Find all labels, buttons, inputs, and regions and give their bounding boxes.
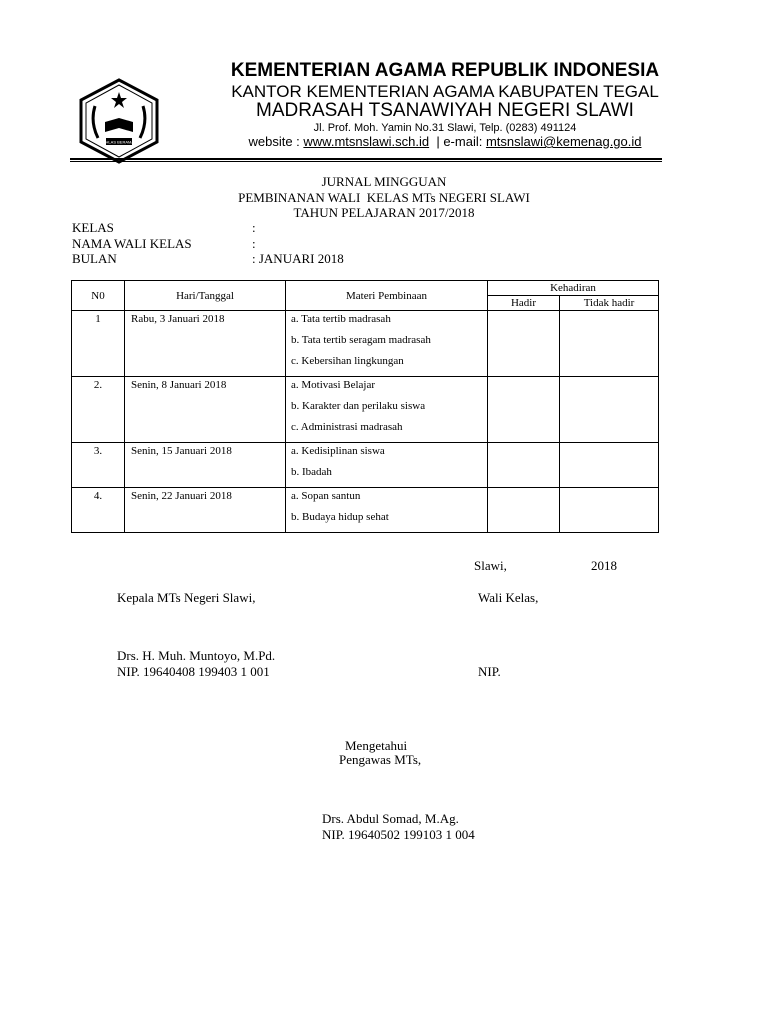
cell-present[interactable] bbox=[488, 443, 560, 488]
material-item: b. Tata tertib seragam madrasah bbox=[291, 334, 431, 346]
field-kelas-label: KELAS bbox=[72, 220, 114, 235]
table-row bbox=[72, 377, 659, 443]
material-item: a. Kedisiplinan siswa bbox=[291, 445, 385, 457]
material-item: a. Sopan santun bbox=[291, 490, 361, 502]
cell-date: Rabu, 3 Januari 2018 bbox=[125, 311, 286, 377]
letterhead-rule-thin bbox=[70, 161, 662, 162]
field-wali-value: : bbox=[252, 236, 256, 251]
academic-year: TAHUN PELAJARAN 2017/2018 bbox=[293, 205, 475, 220]
cell-absent[interactable] bbox=[560, 377, 659, 443]
cell-no: 3. bbox=[72, 443, 125, 488]
ministry-name: KEMENTERIAN AGAMA REPUBLIK INDONESIA bbox=[230, 60, 660, 81]
school-address: Jl. Prof. Moh. Yamin No.31 Slawi, Telp. (0283) 491124 bbox=[313, 122, 577, 134]
ministry-logo bbox=[78, 78, 160, 164]
school-name: MADRASAH TSANAWIYAH NEGERI SLAWI bbox=[256, 100, 634, 121]
header-present: Hadir bbox=[488, 296, 560, 311]
header-no: N0 bbox=[72, 281, 125, 311]
head-name: Drs. H. Muh. Muntoyo, M.Pd. bbox=[117, 648, 276, 663]
field-bulan-value: : JANUARI 2018 bbox=[252, 251, 344, 266]
material-item: b. Karakter dan perilaku siswa bbox=[291, 400, 426, 412]
homeroom-nip: NIP. bbox=[478, 664, 501, 679]
supervisor-nip: NIP. 19640502 199103 1 004 bbox=[322, 827, 475, 842]
header-attendance: Kehadiran bbox=[488, 281, 659, 296]
cell-absent[interactable] bbox=[560, 488, 659, 533]
school-contact bbox=[195, 134, 695, 149]
journal-subtitle: PEMBINANAN WALI KELAS MTs NEGERI SLAWI bbox=[238, 190, 530, 205]
field-wali-label: NAMA WALI KELAS bbox=[72, 236, 192, 251]
cell-absent[interactable] bbox=[560, 443, 659, 488]
cell-material bbox=[286, 488, 488, 533]
head-role: Kepala MTs Negeri Slawi, bbox=[117, 590, 256, 605]
header-material: Materi Pembinaan bbox=[286, 281, 488, 311]
cell-material bbox=[286, 311, 488, 377]
email-label: | e-mail: bbox=[429, 134, 486, 149]
material-item: c. Kebersihan lingkungan bbox=[291, 355, 404, 367]
cell-date: Senin, 15 Januari 2018 bbox=[125, 443, 286, 488]
logo-motto: IKHLAS BERAMAL bbox=[101, 139, 137, 145]
cell-date: Senin, 8 Januari 2018 bbox=[125, 377, 286, 443]
office-name: KANTOR KEMENTERIAN AGAMA KABUPATEN TEGAL bbox=[231, 82, 659, 101]
cell-present[interactable] bbox=[488, 488, 560, 533]
homeroom-role: Wali Kelas, bbox=[478, 590, 539, 605]
cell-material bbox=[286, 377, 488, 443]
field-kelas-value: : bbox=[252, 220, 256, 235]
journal-title: JURNAL MINGGUAN bbox=[321, 174, 447, 189]
cell-present[interactable] bbox=[488, 377, 560, 443]
supervisor-name: Drs. Abdul Somad, M.Ag. bbox=[322, 811, 459, 826]
material-item: a. Tata tertib madrasah bbox=[291, 313, 391, 325]
website-label: website : bbox=[248, 134, 304, 149]
table-row bbox=[72, 443, 659, 488]
header-date: Hari/Tanggal bbox=[125, 281, 286, 311]
cell-date: Senin, 22 Januari 2018 bbox=[125, 488, 286, 533]
cell-no: 2. bbox=[72, 377, 125, 443]
cell-present[interactable] bbox=[488, 311, 560, 377]
table-row bbox=[72, 488, 659, 533]
head-nip: NIP. 19640408 199403 1 001 bbox=[117, 664, 270, 679]
field-bulan-label: BULAN bbox=[72, 251, 117, 266]
header-absent: Tidak hadir bbox=[560, 296, 659, 311]
cell-no: 1 bbox=[72, 311, 125, 377]
cell-no: 4. bbox=[72, 488, 125, 533]
website-link[interactable]: www.mtsnslawi.sch.id bbox=[303, 134, 430, 149]
material-item: a. Motivasi Belajar bbox=[291, 379, 376, 391]
table-row bbox=[72, 311, 659, 377]
cell-absent[interactable] bbox=[560, 311, 659, 377]
letterhead-rule-thick bbox=[70, 158, 662, 160]
journal-table bbox=[71, 280, 659, 533]
acknowledged-label: Mengetahui bbox=[345, 738, 408, 753]
material-item: b. Budaya hidup sehat bbox=[291, 511, 389, 523]
signature-year: 2018 bbox=[591, 558, 617, 573]
material-item: c. Administrasi madrasah bbox=[291, 421, 403, 433]
email-link[interactable]: mtsnslawi@kemenag.go.id bbox=[485, 134, 642, 149]
cell-material bbox=[286, 443, 488, 488]
supervisor-role: Pengawas MTs, bbox=[339, 752, 422, 767]
signature-place: Slawi, bbox=[474, 558, 507, 573]
material-item: b. Ibadah bbox=[291, 466, 332, 478]
